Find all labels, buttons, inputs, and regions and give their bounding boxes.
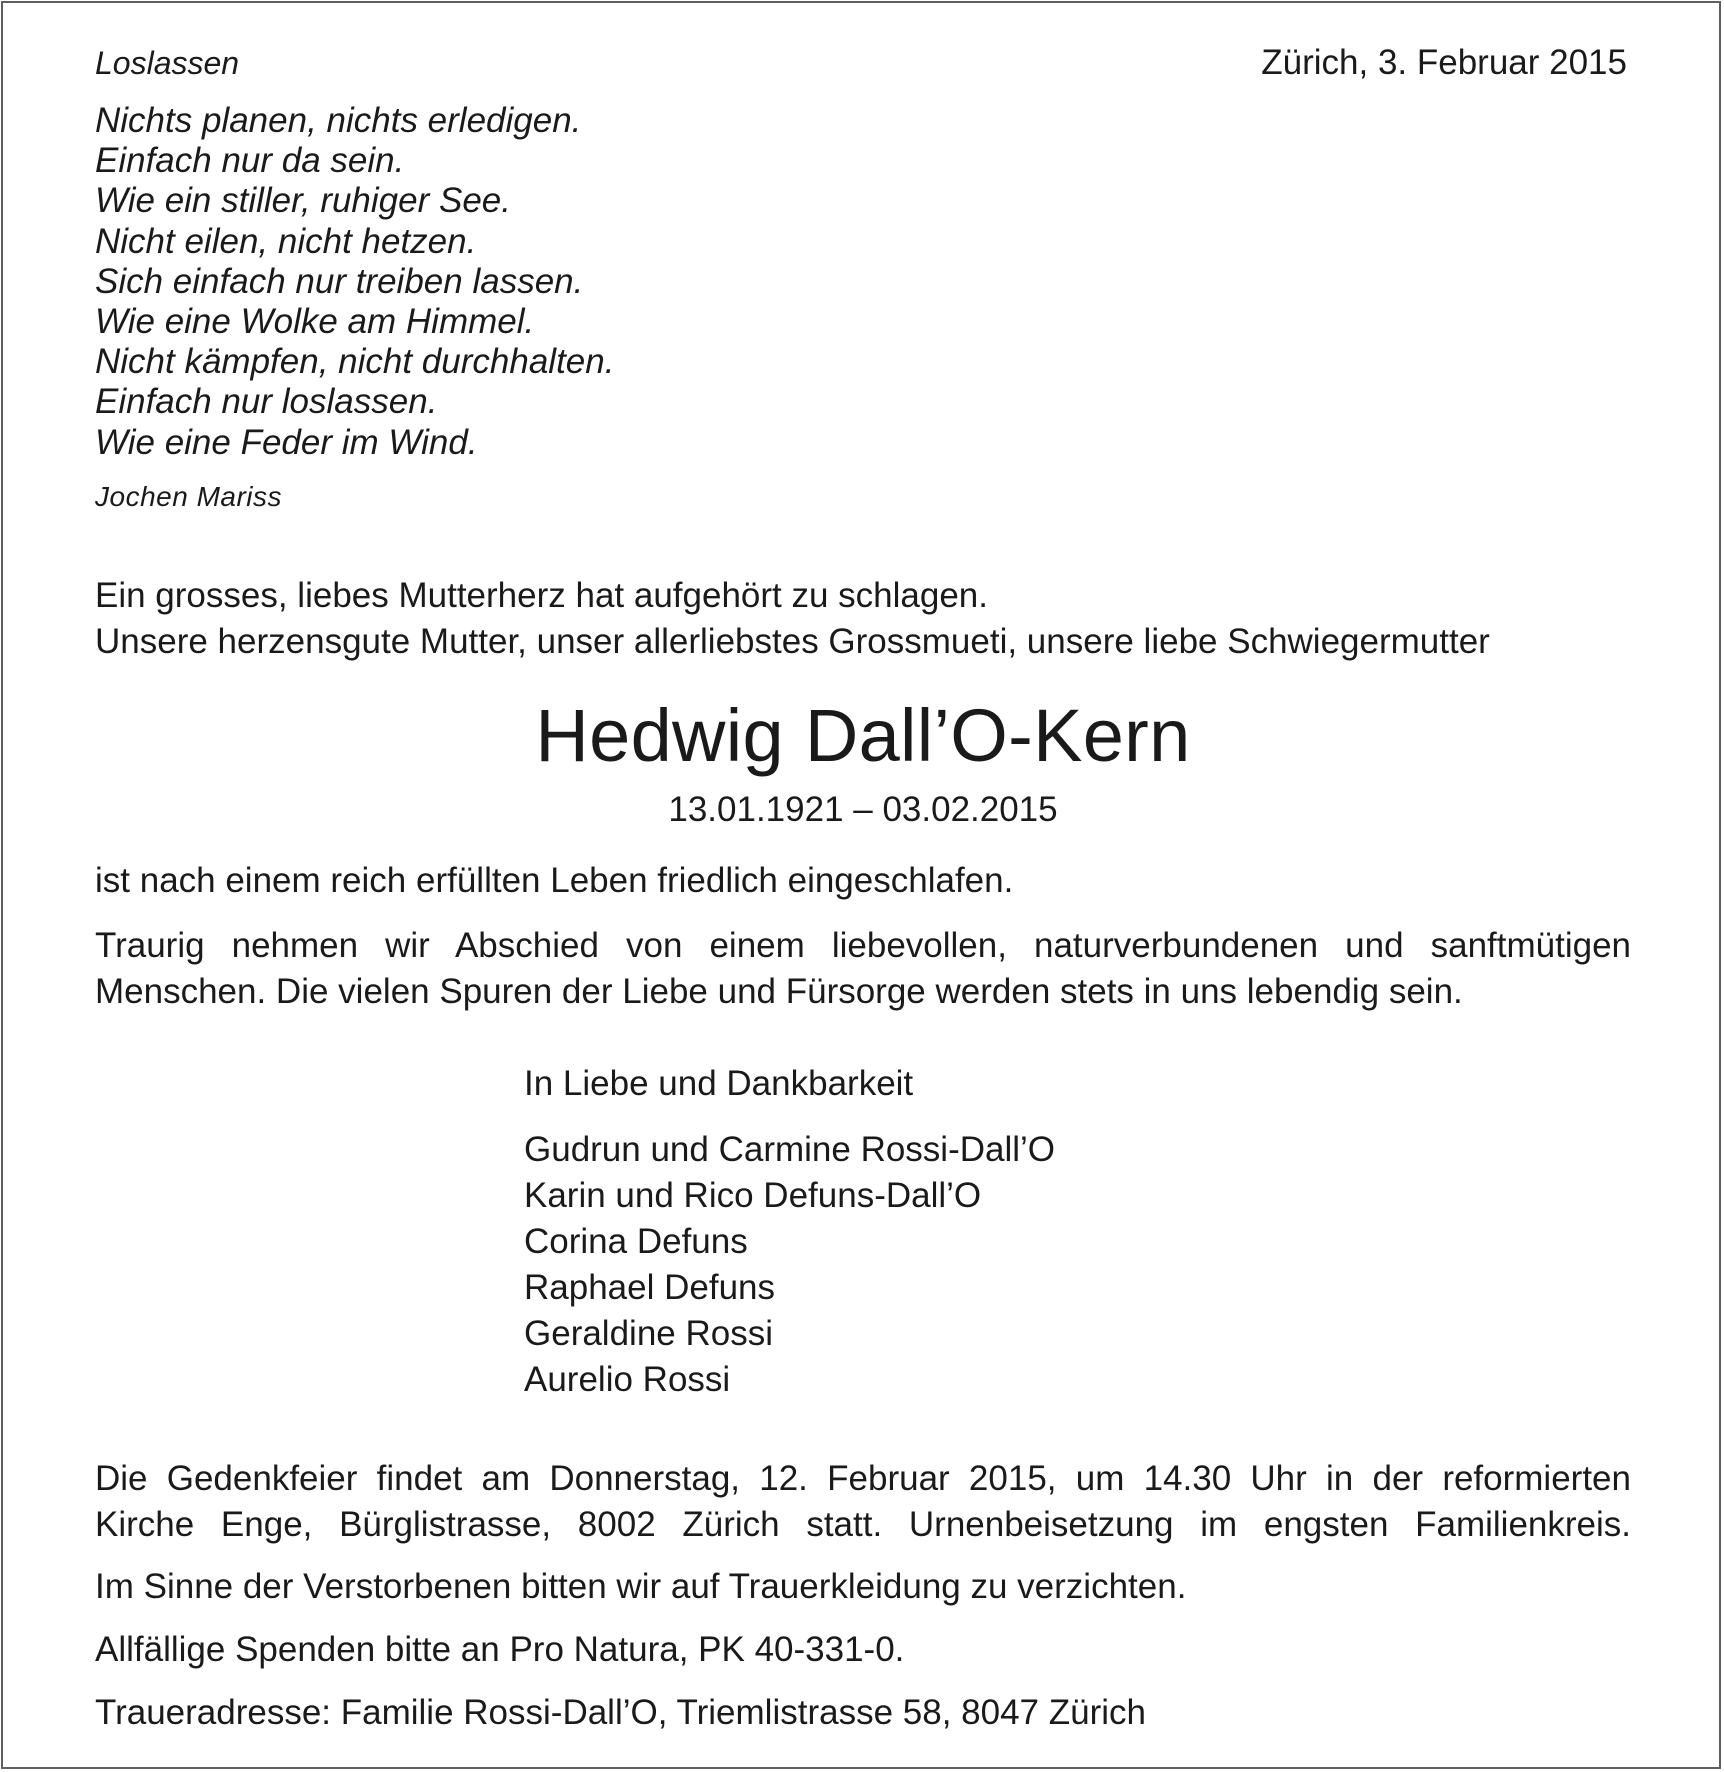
place-date: Zürich, 3. Februar 2015 xyxy=(1261,43,1627,82)
intro-paragraph xyxy=(95,573,1490,664)
signoff: In Liebe und Dankbarkeit xyxy=(524,1064,914,1103)
poem-line: Wie eine Feder im Wind. xyxy=(95,422,478,462)
poem-line: Nicht eilen, nicht hetzen. xyxy=(95,221,477,261)
ceremony-paragraph xyxy=(95,1456,1631,1547)
farewell-line: Menschen. Die vielen Spuren der Liebe und Fürsorge werden stets in uns lebendig sein. xyxy=(95,971,1463,1011)
farewell-line: Traurig nehmen wir Abschied von einem liebevollen, naturverbundenen und sanftmütigen xyxy=(95,926,1631,965)
mourning-address: Traueradresse: Familie Rossi-Dall’O, Triemlistrasse 58, 8047 Zürich xyxy=(95,1693,1146,1732)
poem-line: Sich einfach nur treiben lassen. xyxy=(95,261,584,301)
farewell-paragraph xyxy=(95,923,1631,1014)
poem xyxy=(95,101,614,463)
ceremony-line: Kirche Enge, Bürglistrasse, 8002 Zürich statt. Urnenbeisetzung im engsten Familienkreis. xyxy=(95,1504,1631,1544)
poem-line: Wie ein stiller, ruhiger See. xyxy=(95,181,511,221)
ceremony-line: Die Gedenkfeier findet am Donnerstag, 12. Februar 2015, um 14.30 Uhr in der reformierten xyxy=(95,1459,1631,1498)
intro-line: Unsere herzensgute Mutter, unser allerliebstes Grossmueti, unsere liebe Schwiegermutter xyxy=(95,621,1490,661)
mourner-name: Aurelio Rossi xyxy=(524,1360,731,1399)
mourners-list xyxy=(524,1127,1055,1403)
passed-line: ist nach einem reich erfüllten Leben friedlich eingeschlafen. xyxy=(95,861,1014,900)
poem-line: Nichts planen, nichts erledigen. xyxy=(95,101,582,140)
life-dates: 13.01.1921 – 03.02.2015 xyxy=(668,790,1058,829)
intro-line: Ein grosses, liebes Mutterherz hat aufgehört zu schlagen. xyxy=(95,576,988,615)
obituary-notice xyxy=(1,1,1721,1769)
poem-line: Wie eine Wolke am Himmel. xyxy=(95,302,535,342)
poem-line: Einfach nur loslassen. xyxy=(95,382,438,422)
poem-line: Nicht kämpfen, nicht durchhalten. xyxy=(95,342,615,382)
mourner-name: Gudrun und Carmine Rossi-Dall’O xyxy=(524,1130,1056,1169)
mourner-name: Karin und Rico Defuns-Dall’O xyxy=(524,1176,982,1215)
poem-title: Loslassen xyxy=(95,45,240,81)
deceased-name: Hedwig Dall’O-Kern xyxy=(535,694,1191,777)
attire-note: Im Sinne der Verstorbenen bitten wir auf Trauerkleidung zu verzichten. xyxy=(95,1567,1187,1606)
mourner-name: Corina Defuns xyxy=(524,1222,748,1261)
mourner-name: Raphael Defuns xyxy=(524,1268,775,1307)
poem-line: Einfach nur da sein. xyxy=(95,141,405,181)
mourner-name: Geraldine Rossi xyxy=(524,1314,773,1353)
poem-author: Jochen Mariss xyxy=(95,481,283,512)
donation-note: Allfällige Spenden bitte an Pro Natura, PK 40-331-0. xyxy=(95,1630,905,1669)
